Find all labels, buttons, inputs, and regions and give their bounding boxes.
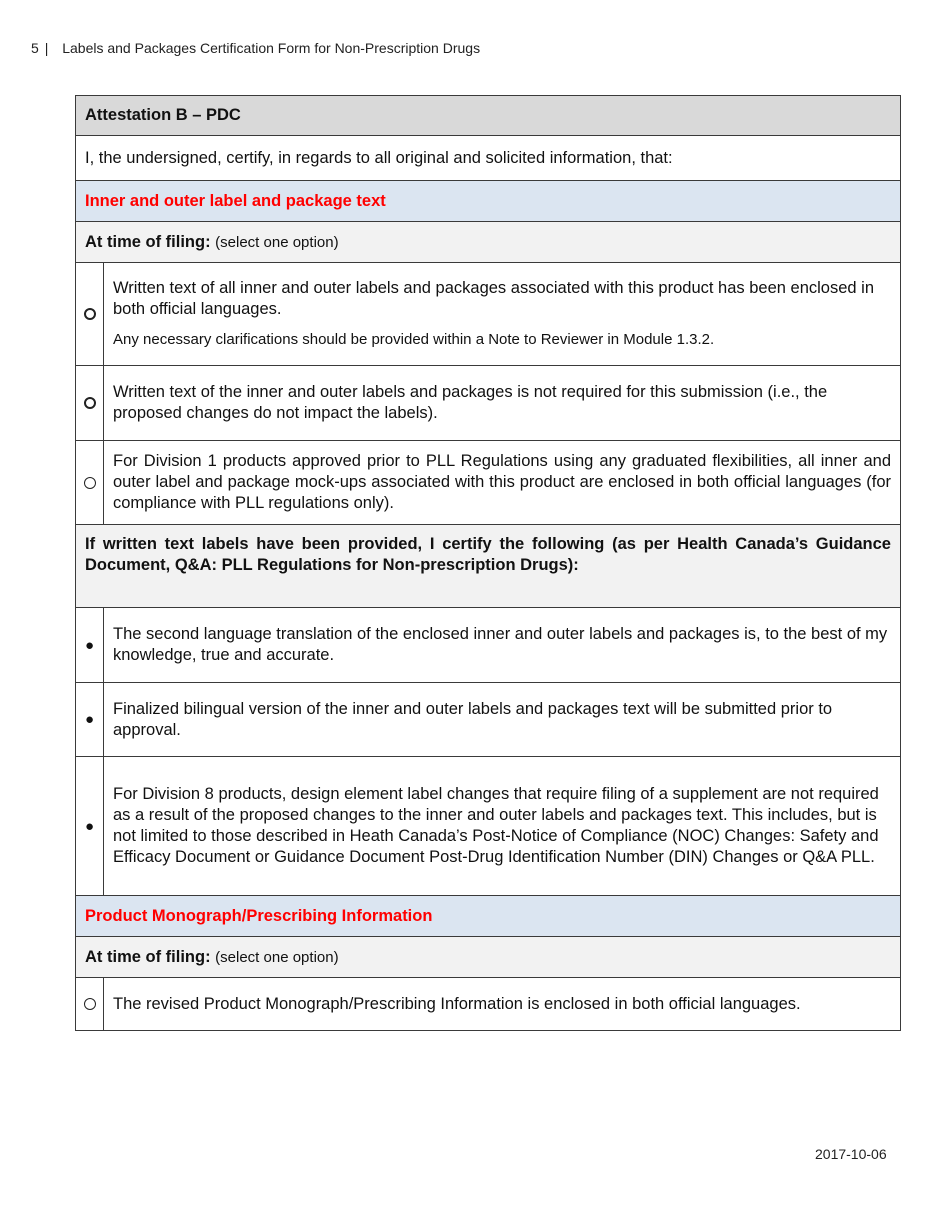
bullet-text: The second language translation of the enclosed inner and outer labels and packages is, to the best of my knowledge, true and accurate. xyxy=(113,625,888,664)
bullet-icon: ● xyxy=(84,711,95,728)
intro-row xyxy=(76,136,901,181)
header-separator: | xyxy=(44,40,49,56)
option-text: Written text of the inner and outer labels and packages is not required for this submission (i.e., the proposed changes do not impact the labels). xyxy=(113,383,828,422)
option-text: The revised Product Monograph/Prescribing Information is enclosed in both official languages. xyxy=(113,994,801,1013)
bullet-text: For Division 8 products, design element label changes that require filing of a supplement are not required as a result of the proposed changes to the inner and outer labels and packages text. This includes, but is not limited to those described in Heath Canada’s Post-Notice of Compliance (NOC) Changes: Safety and Efficacy Document or Guidance Document Post-Drug Identification Number (DIN) Changes or Q&A PLL. xyxy=(113,785,879,866)
bullet-icon: ● xyxy=(84,817,95,835)
certify-bullet-row xyxy=(76,683,901,757)
option-text-cell xyxy=(104,441,901,525)
attestation-heading: Attestation B – PDC xyxy=(76,96,901,136)
option-text: For Division 1 products approved prior to PLL Regulations using any graduated flexibilities, all inner and outer label and package mock-ups associated with this product are enclosed in both official languages (for compliance with PLL regulations only). xyxy=(113,452,891,512)
bullet-text-cell xyxy=(104,683,901,757)
option-note: Any necessary clarifications should be provided within a Note to Reviewer in Module 1.3.2. xyxy=(113,331,715,348)
monograph-filing-row xyxy=(76,937,901,978)
labels-filing-row xyxy=(76,222,901,263)
bullet-cell xyxy=(76,683,104,757)
radio-button-icon[interactable] xyxy=(84,998,96,1010)
bullet-icon: ● xyxy=(84,636,95,654)
option-marker-cell[interactable] xyxy=(76,366,104,441)
page-number: 5 xyxy=(31,40,39,56)
bullet-text-cell xyxy=(104,757,901,896)
bullet-cell xyxy=(76,757,104,896)
filing-hint: (select one option) xyxy=(215,948,339,966)
certify-bullet-row xyxy=(76,608,901,683)
radio-button-icon[interactable] xyxy=(84,308,96,320)
monograph-filing-instruction xyxy=(76,937,901,978)
labels-filing-instruction xyxy=(76,222,901,263)
attestation-table xyxy=(75,95,901,1031)
certify-bullet-row xyxy=(76,757,901,896)
filing-label: At time of filing: xyxy=(85,947,211,966)
bullet-text: Finalized bilingual version of the inner and outer labels and packages text will be submitted prior to approval. xyxy=(113,699,833,739)
option-marker-cell[interactable] xyxy=(76,263,104,366)
radio-button-icon[interactable] xyxy=(84,397,96,409)
labels-option-row xyxy=(76,441,901,525)
monograph-option-row xyxy=(76,978,901,1031)
labels-section-row xyxy=(76,181,901,222)
option-text: Written text of all inner and outer labels and packages associated with this product has been enclosed in both official languages. xyxy=(113,279,874,318)
attestation-intro: I, the undersigned, certify, in regards to all original and solicited information, that: xyxy=(76,136,901,181)
option-text-cell xyxy=(104,366,901,441)
footer-date: 2017-10-06 xyxy=(815,1146,887,1162)
attestation-heading-row xyxy=(76,96,901,136)
certify-heading-row xyxy=(76,525,901,608)
bullet-text-cell xyxy=(104,608,901,683)
option-text-cell xyxy=(104,263,901,366)
monograph-section-title: Product Monograph/Prescribing Information xyxy=(76,896,901,937)
page-header xyxy=(31,40,480,56)
labels-option-row xyxy=(76,366,901,441)
labels-option-row xyxy=(76,263,901,366)
filing-label: At time of filing: xyxy=(85,232,211,251)
document-title: Labels and Packages Certification Form for Non-Prescription Drugs xyxy=(62,40,481,56)
option-text-cell xyxy=(104,978,901,1031)
filing-hint: (select one option) xyxy=(215,233,339,251)
labels-section-title: Inner and outer label and package text xyxy=(76,181,901,222)
option-marker-cell[interactable] xyxy=(76,978,104,1031)
radio-button-icon[interactable] xyxy=(84,477,96,489)
option-marker-cell[interactable] xyxy=(76,441,104,525)
bullet-cell xyxy=(76,608,104,683)
certify-heading: If written text labels have been provided, I certify the following (as per Health Canada’s Guidance Document, Q&A: PLL Regulations for Non-prescription Drugs): xyxy=(76,525,901,608)
monograph-section-row xyxy=(76,896,901,937)
